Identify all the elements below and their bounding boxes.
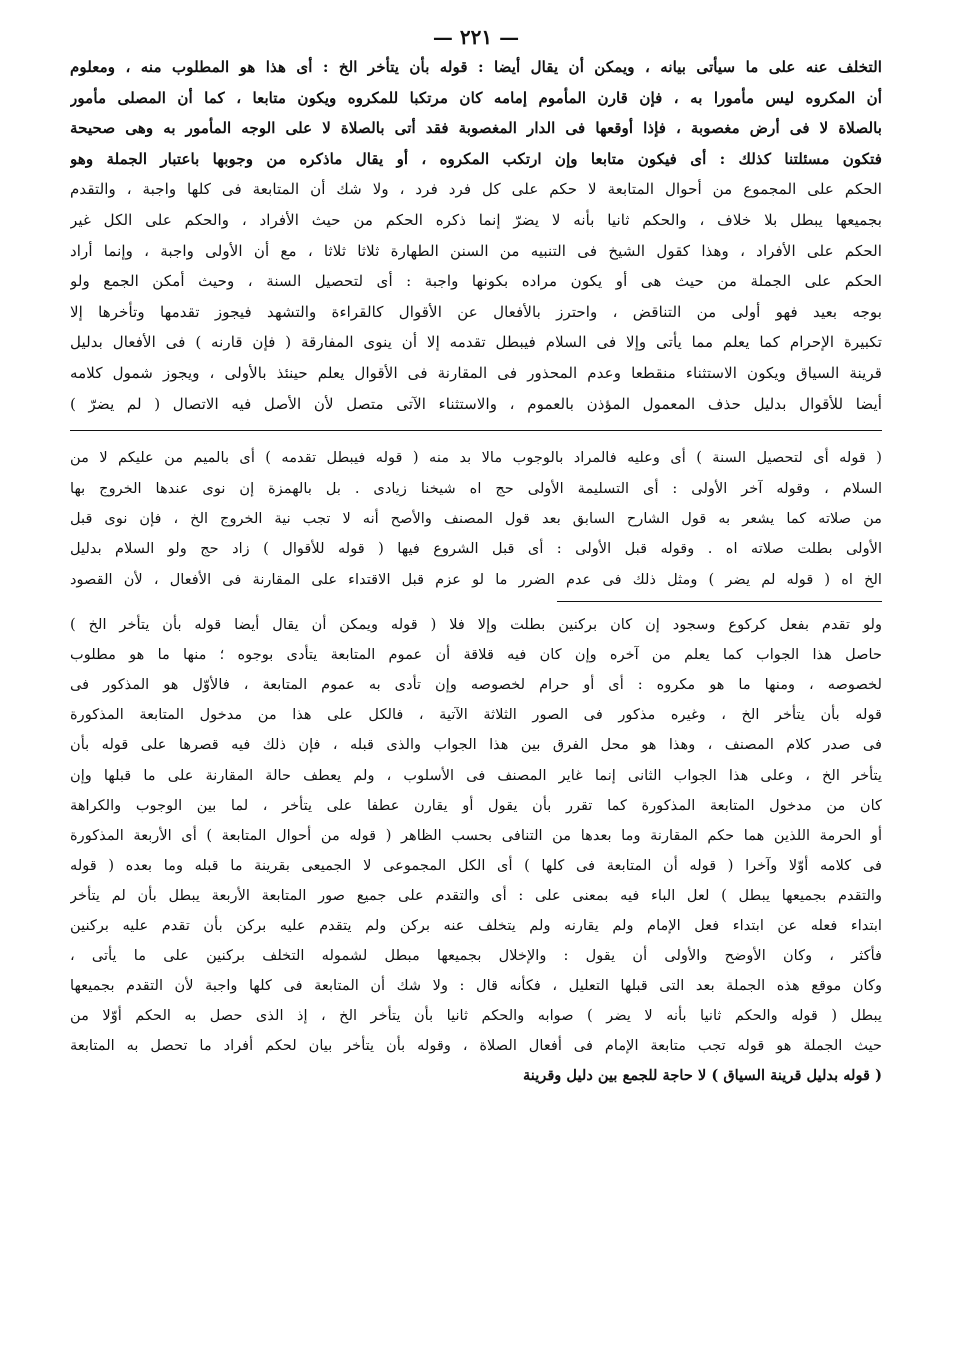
commentary-line: والتقدم بجميعها يبطل ) لعل الباء فيه بمعنى على : أى والتقدم على جميع صور المتابعة الأربعة يبطل بأن لم يتأخر	[70, 886, 882, 904]
page-content	[70, 22, 882, 1368]
commentary-line: حيث الجملة هو قوله تجب متابعة الإمام فى أفعال الصلاة ، وقوله بأن يتأخر بيان لحكم أفراد ما تحصل به المتابعة	[70, 1037, 882, 1055]
commentary-line: أو الحرمة اللذين هما حكم المقارنة وما بعدها من التنافى بحسب الظاهر ( قوله من أحوال المتابعة ) أى الأربعة المذكورة	[70, 826, 882, 844]
commentary-line: ( قوله بدليل قرينة السياق ) لا حاجة للجمع بين دليل وقرينة	[522, 1067, 882, 1085]
main-text	[70, 52, 882, 419]
main-line: فتكون مسئلتنا كذلك : أى فيكون متابعا وإن ارتكب المكروه ، أو يقال ماذكره من وجوبها باعتبار الجملة وهو	[70, 149, 882, 168]
main-line: الحكم على الجملة من حيث هى أو يكون مراده بكونها واجبة : أى لتحصيل السنة ، وحيث أمكن الجمع ولو	[70, 272, 882, 291]
main-line: أن المكروه ليس مأمورا به ، فإن قارن المأموم إمامه كان مرتكبا للمكروه ويكون متابعا ، كما أن المصلى مأمور	[70, 88, 882, 107]
commentary-line: ابتداء فعله عن ابتداء فعل الإمام ولم يقارنه ولم يتخلف عنه بركن ولم يتقدم عليه بركن بأن تقدم عليه بركنين	[70, 917, 882, 935]
commentary-line: يبطل ( قوله والحكم ثانيا بأنه لا يضر ) صوابه والحكم ثانيا بأن يتأخر الخ ، إذ الذى حصل به الحكم أوّلا من	[70, 1007, 882, 1025]
commentary-line: وكان موقع هذه الجملة بعد التى قبلها التعليل ، فكأنه قال : ولا شك أن المتابعة فى كلها واجبة لأن التقدم بجميعها	[70, 977, 882, 995]
footnote-line: الأولى بطلت صلاته اه . وقوله قبل الأولى : أى قبل الشروع فيها ( قوله للأقوال ) زاد حج ولو السلام بدليل	[70, 540, 882, 558]
commentary-line: كان من مدخول المتابعة المذكورة كما تقرر بأن يقول أو يقارن عطفا على يتأخر ، لما بين الوجوب والكراهة	[70, 796, 882, 814]
footnote-text	[70, 443, 882, 595]
main-line: الحكم على المجموع من أحوال المتابعة لا حكم على كل فرد فرد ، ولا شك أن المتابعة فى كلها واجبة ، والتقدم	[70, 180, 882, 199]
commentary-line: قوله بأن يتأخر الخ ، وغيره مذكور فى الصور الثلاثة الآتية ، فالكل على هذا من مدخول المتابعة المذكورة	[70, 706, 882, 724]
main-line: بوجه بعيد فهو أولى من التناقض ، واحترز بالأفعال عن الأقوال كالقراءة والتشهد فيجوز تقدمها وتأخرها إلا	[70, 302, 882, 321]
commentary-line: يتأخر الخ ، وعلى هذا الجواب الثانى إنما غاير المصنف فى الأسلوب ، ولم يعطف حالة المقارنة على ما قبلها وإن	[70, 766, 882, 784]
separator-rule-short	[557, 601, 882, 602]
commentary-line: ولو تقدم بفعل كركوع وسجود إن كان بركنين بطلت وإلا فلا ( قوله ويمكن أن يقال أيضا قوله بأن يتأخر الخ )	[70, 616, 882, 634]
commentary-line: فى كلامه أوّلا وآخرا ( قوله أن المتابعة فى كلها ) أى الكل المجموعى لا الجميعى بقرينة ما قبله وما بعده ( قوله	[70, 856, 882, 874]
footnote-line: الخ اه ( قوله لم يضر ) ومثل ذلك فى عدم الضرر ما لو عزم قبل الاقتداء على المقارنة فى الأفعال ، لأن القصود	[70, 570, 882, 588]
main-line: تكبيرة الإحرام كما يعلم مما يأتى وإلا فى السلام فيبطل تقدمه إلا أن ينوى المفارقة ( فإن قارنه ) فى الأفعال بدليل	[70, 333, 882, 352]
separator-rule	[70, 430, 882, 431]
page-number: — ٢٢١ —	[432, 25, 520, 49]
footnote-line: السلام ، وقوله آخر الأولى : أى التسليمة الأولى حج اه شيخنا زيادى . بل بالهمزة إن نوى عندها الخروج بها	[70, 479, 882, 497]
main-line: بالصلاة لا فى أرض مغصوبة ، فإذا أوقعها فى الدار المغصوبة فقد أتى بالصلاة لا على الوجه المأمور به وهى صحيحة	[70, 119, 882, 138]
main-line: قرينة السياق ويكون الاستثناء منقطعا وعدم المحذور فى المقارنة فى الأقوال يعلم حينئذ بالأولى ، ويجوز شمول كلامه	[70, 363, 882, 382]
commentary-line: فأكثر ، وكان الأوضح والأولى أن يقول : والإخلال بجميعها مبطل لشموله التخلف بركنين على ما يأتى ،	[70, 947, 882, 965]
main-line: بجميعها يبطل بلا خلاف ، والحكم ثانيا بأنه لا يضرّ إنما ذكره الحكم من حيث الأفراد ، والحكم على الكل غير	[70, 210, 882, 229]
commentary-line: حاصل هذا الجواب كما يعلم من آخره وإن كان فيه قلاقة أن عموم المتابعة يتأدى بوجوه ؛ منها ما هو مطلوب	[70, 646, 882, 664]
commentary-line: فى صدر كلام المصنف ، وهذا هو محل الفرق بين هذا الجواب والذى قبله ، فإن ذلك فيه قصرها على قوله بأن	[70, 736, 882, 754]
main-line: أيضا للأقوال بدليل حذف المعمول المؤذن بالعموم ، والاستثناء الآتى متصل لأن الأصل فيه الاتصال ( لم يضرّ )	[70, 394, 882, 413]
commentary-line: لخصوصه ، ومنها ما هو مكروه : أى أو حرام لخصوصه وإن تأدى به عموم المتابعة ، فالأوّل هو المذكور فى	[70, 676, 882, 694]
commentary-text	[70, 610, 882, 1092]
footnote-line: ( قوله أى لتحصيل السنة ) أى وعليه فالمراد بالوجوب مالا بد منه ( قوله فيبطل تقدمه ) أى بالميم من عليكم لا من	[70, 449, 882, 467]
main-line: التخلف عنه على ما سيأتى بيانه ، ويمكن أن يقال أيضا : قوله بأن يتأخر الخ : أى هذا هو المطلوب منه ، ومعلوم	[70, 58, 882, 76]
footnote-line: من صلاته كما يشعر به قول الشارح السابق بعد قول المصنف والأصح أنه لا تجب نية الخروج الخ ، فإن نوى قبل	[70, 509, 882, 527]
main-line: الحكم على الأفراد ، وهذا كقول الشيخ فى التنبيه من السنن الطهارة ثلاثا ثلاثا ، مع أن الأولى واجبة ، وإنما أراد	[70, 241, 882, 260]
